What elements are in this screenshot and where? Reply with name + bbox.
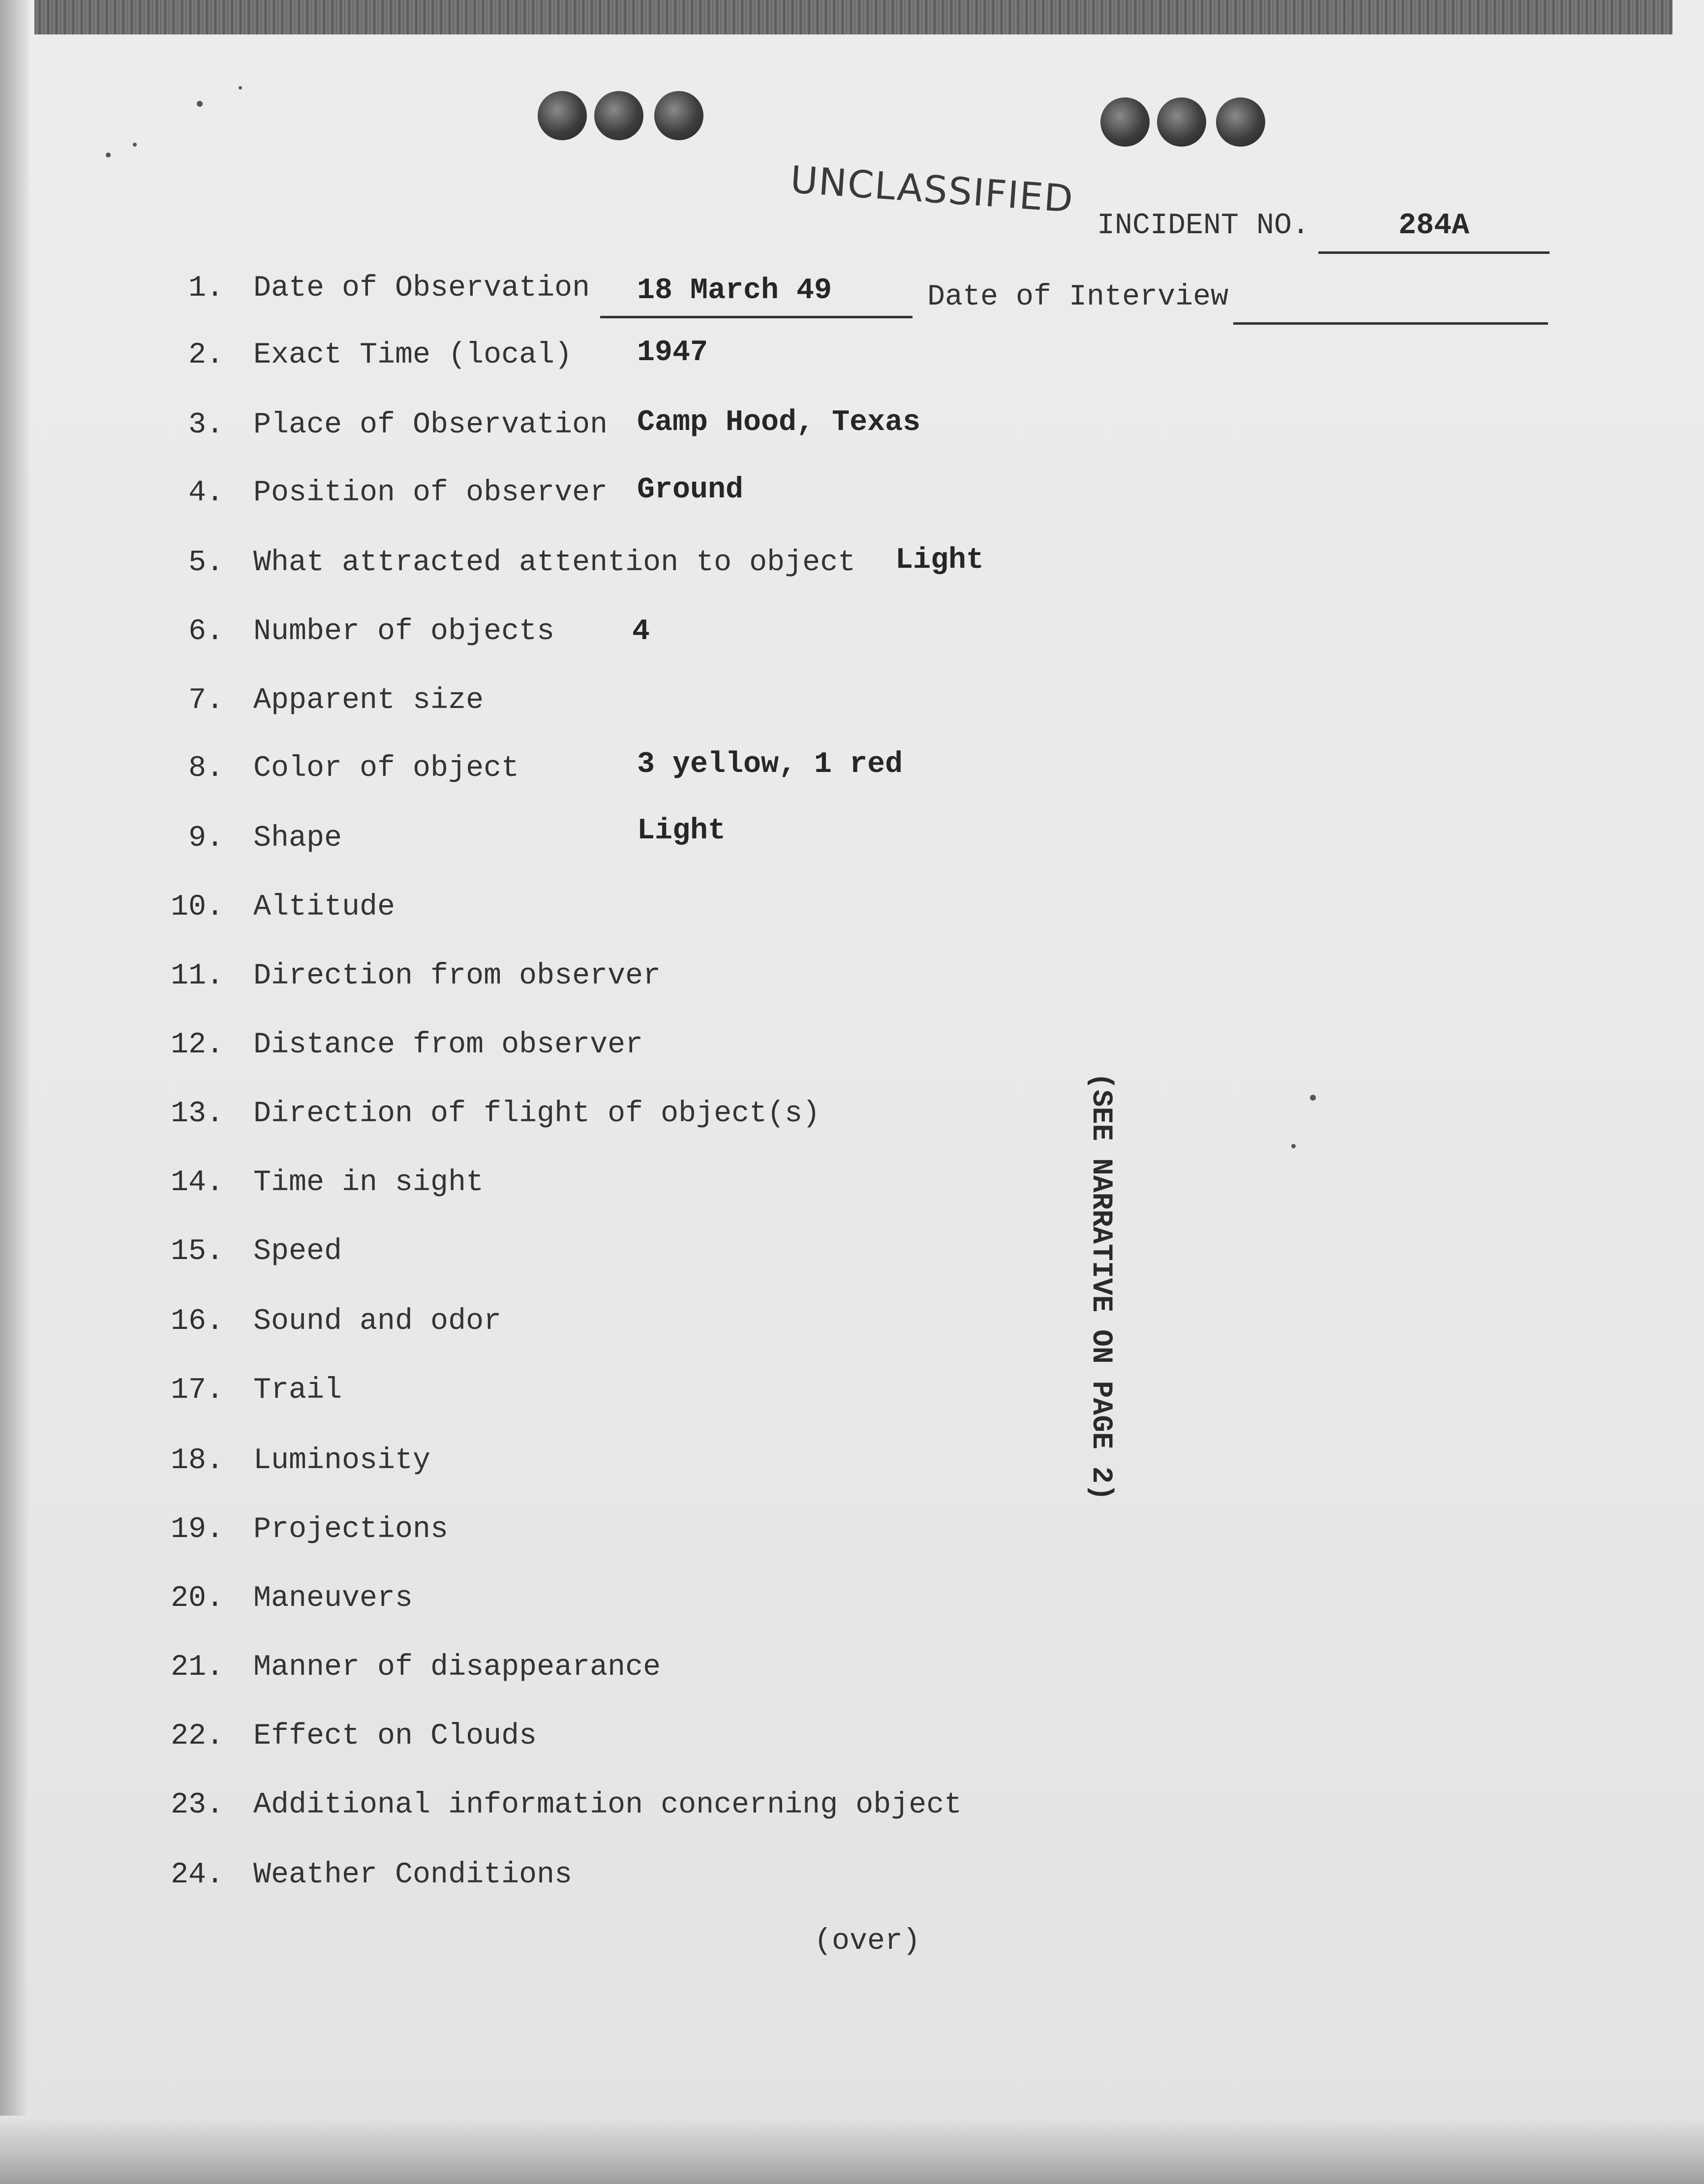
ink-speck	[133, 143, 137, 147]
punch-hole	[1100, 97, 1150, 147]
row-number: 8.	[188, 752, 224, 785]
incident-label: INCIDENT NO.	[1097, 209, 1310, 243]
field-value: Light	[637, 814, 726, 848]
row-number: 18.	[170, 1444, 224, 1477]
row-number: 17.	[170, 1374, 224, 1407]
row-number: 14.	[170, 1166, 224, 1200]
row-number: 12.	[170, 1028, 224, 1062]
row-number: 4.	[188, 476, 224, 510]
punch-hole	[538, 91, 587, 140]
top-scan-strip	[34, 0, 1673, 34]
field-label: Additional information concerning object	[253, 1788, 962, 1822]
field-label: Direction of flight of object(s)	[253, 1097, 821, 1131]
row-number: 24.	[170, 1858, 224, 1892]
row-number: 16.	[170, 1305, 224, 1338]
field-value: 4	[632, 615, 650, 648]
page-left-edge	[0, 0, 30, 2184]
punch-hole	[1157, 97, 1206, 147]
field-value: 3 yellow, 1 red	[637, 748, 903, 781]
row-number: 19.	[170, 1513, 224, 1546]
row-number: 21.	[170, 1651, 224, 1684]
field-label: Sound and odor	[253, 1305, 502, 1338]
row-number: 9.	[188, 822, 224, 855]
field-label: Maneuvers	[253, 1582, 413, 1615]
row-number: 15.	[170, 1235, 224, 1268]
field-label: Exact Time (local)	[253, 338, 573, 372]
classification-stamp: UNCLASSIFIED	[789, 157, 1075, 221]
field-value: Camp Hood, Texas	[637, 406, 921, 439]
field-label: Direction from observer	[253, 959, 661, 993]
row-number: 22.	[170, 1720, 224, 1753]
row-number: 1.	[188, 272, 224, 305]
ink-speck	[239, 86, 242, 90]
ink-speck	[197, 101, 203, 107]
field-label: Altitude	[253, 891, 396, 924]
punch-hole	[594, 91, 643, 140]
over-note: (over)	[814, 1925, 921, 1958]
ink-speck	[106, 153, 111, 157]
row-number: 7.	[188, 684, 224, 717]
punch-hole	[654, 91, 703, 140]
page-bottom-edge	[0, 2116, 1704, 2184]
row-number: 11.	[170, 959, 224, 993]
ink-speck	[1291, 1144, 1296, 1148]
field-value: 1947	[637, 336, 708, 369]
field-label: Apparent size	[253, 684, 484, 717]
field-label: Projections	[253, 1513, 449, 1546]
field-value: Light	[895, 544, 984, 577]
field-value: Ground	[637, 473, 744, 507]
field-label: Place of Observation	[253, 408, 608, 442]
field-label: Shape	[253, 822, 342, 855]
row-number: 10.	[170, 891, 224, 924]
interview-date-line	[1233, 280, 1548, 325]
ink-speck	[1310, 1095, 1316, 1101]
field-label: Luminosity	[253, 1444, 431, 1477]
row-number: 13.	[170, 1097, 224, 1131]
field-label: Speed	[253, 1235, 342, 1268]
field-label: What attracted attention to object	[253, 546, 856, 580]
punch-hole	[1216, 97, 1265, 147]
field-label: Weather Conditions	[253, 1858, 573, 1892]
field-label: Distance from observer	[253, 1028, 643, 1062]
field-label: Trail	[253, 1374, 342, 1407]
field-label: Manner of disappearance	[253, 1651, 661, 1684]
observation-date-value: 18 March 49	[637, 274, 832, 308]
field-label: Effect on Clouds	[253, 1720, 537, 1753]
field-label: Number of objects	[253, 615, 555, 648]
interview-date-label: Date of Interview	[927, 280, 1229, 314]
row-number: 6.	[188, 615, 224, 648]
row-number: 5.	[188, 546, 224, 580]
field-label: Time in sight	[253, 1166, 484, 1200]
row-number: 20.	[170, 1582, 224, 1615]
incident-number: 284A	[1318, 209, 1550, 254]
field-label: Color of object	[253, 752, 519, 785]
field-label: Date of Observation	[253, 272, 590, 305]
field-label: Position of observer	[253, 476, 608, 510]
narrative-side-note: (SEE NARRATIVE ON PAGE 2)	[1085, 1073, 1117, 1501]
row-number: 2.	[188, 338, 224, 372]
row-number: 23.	[170, 1788, 224, 1822]
row-number: 3.	[188, 408, 224, 442]
